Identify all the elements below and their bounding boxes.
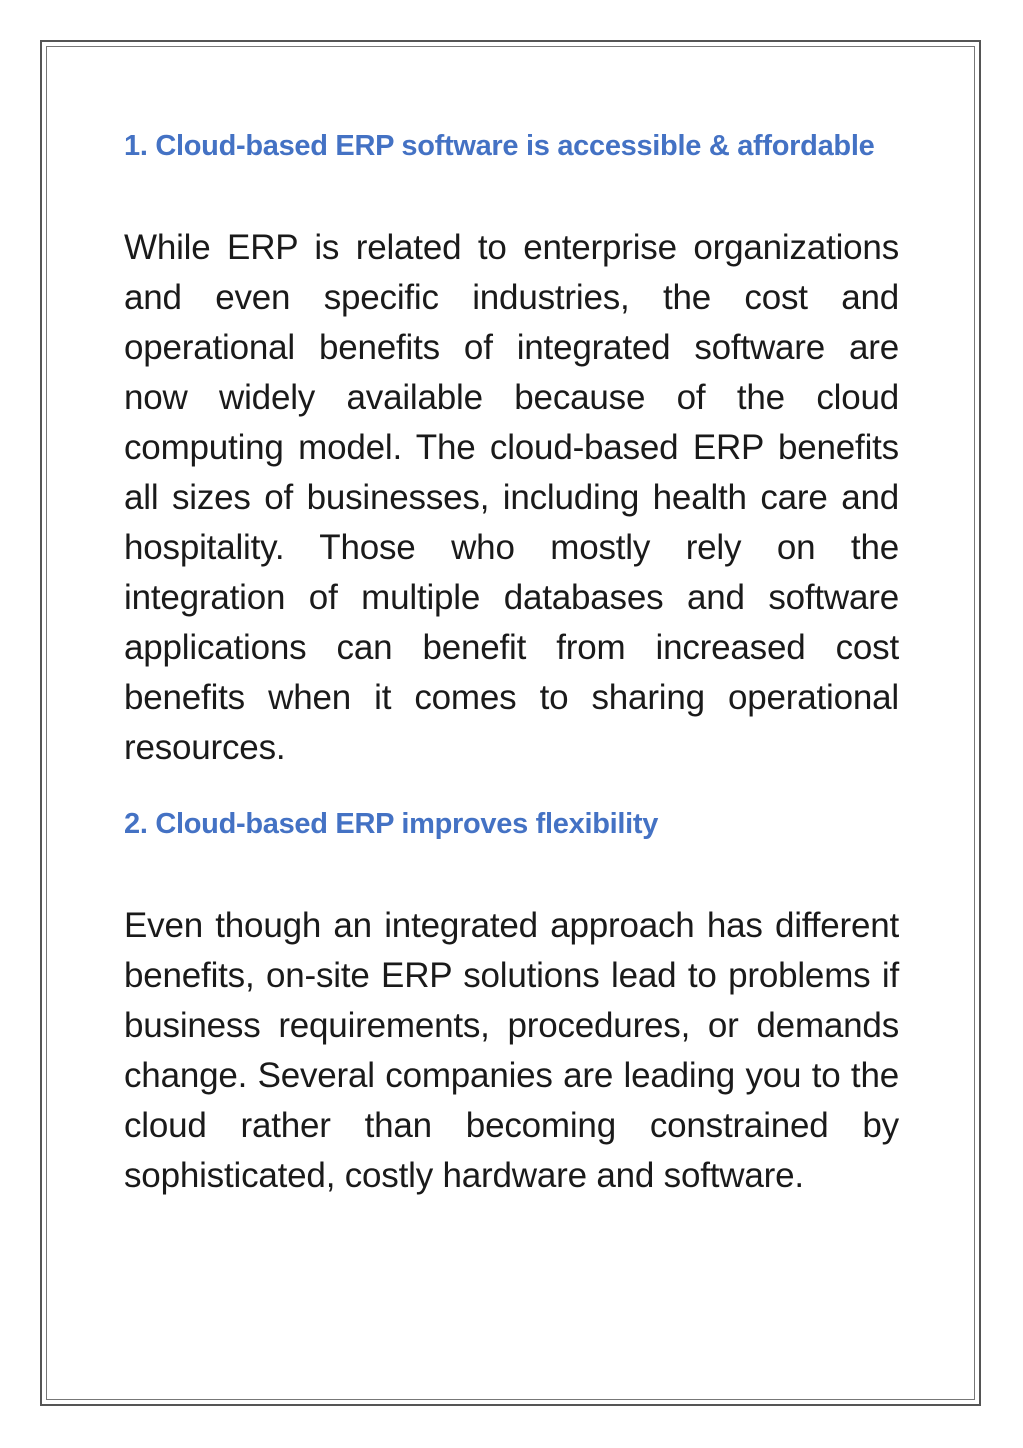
- section-heading-accessible-affordable: 1. Cloud-based ERP software is accessible & affordable: [124, 130, 875, 162]
- section-body-flexibility: Even though an integrated approach has different benefits, on-site ERP solutions lead to problems if business requirements, procedures, or demands change. Several companies are leading you to the cloud rather than becoming constrained by sophisticated, costly hardware and software.: [124, 906, 899, 1195]
- document-content: [124, 120, 899, 1201]
- section-heading-flexibility: 2. Cloud-based ERP improves flexibility: [124, 808, 659, 840]
- section-body-accessible-affordable: While ERP is related to enterprise organizations and even specific industries, the cost and operational benefits of integrated software are now widely available because of the cloud computing model. The cloud-based ERP benefits all sizes of businesses, including health care and hospitality. Those who mostly rely on the integration of multiple databases and software applications can benefit from increased cost benefits when it comes to sharing operational resources.: [124, 228, 899, 767]
